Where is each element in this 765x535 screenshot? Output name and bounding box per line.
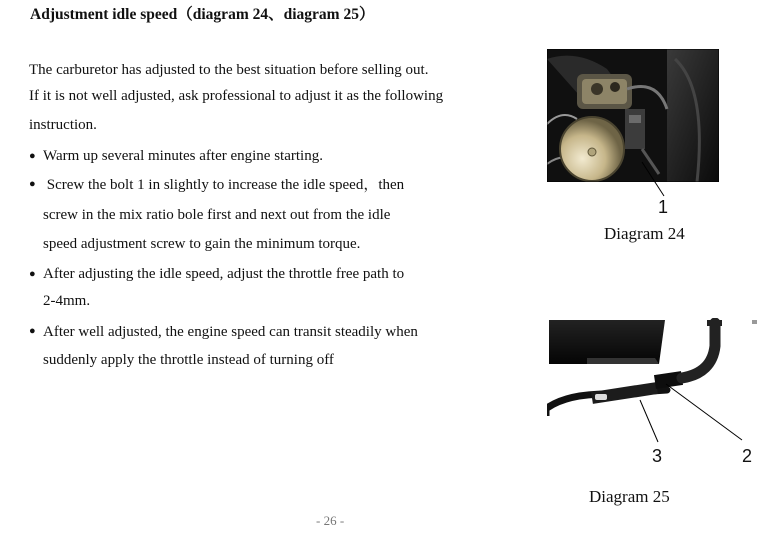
intro-line: The carburetor has adjusted to the best situation before selling out. [29,62,429,78]
callout-2: 2 [742,446,753,466]
bullet-line: After adjusting the idle speed, adjust the throttle free path to [43,265,405,282]
bullet-line: 2-4mm. [43,292,91,309]
callout-1: 1 [658,197,669,217]
bullet-item [29,261,474,315]
bullet-item [29,171,474,260]
instruction-body [29,57,474,374]
intro-line: instruction. [29,117,97,133]
bullet-dot: ● [29,267,36,280]
diagram25-caption: Diagram 25 [589,487,670,506]
bullet-line: Warm up several minutes after engine starting. [43,148,323,164]
intro-line: If it is not well adjusted, ask professional to adjust it as the following [29,88,444,104]
page-number: - 26 - [316,513,345,528]
diagram24-caption: Diagram 24 [604,224,685,243]
bullet-item [29,318,474,374]
carburetor-photo [547,49,719,182]
bullet-dot: ● [29,150,36,162]
intro-paragraph [29,57,474,141]
bullet-item [29,143,474,169]
callout-3: 3 [652,446,663,466]
bullet-line: screw in the mix ratio bole first and next out from the idle [43,206,391,223]
bullet-dot: ● [29,324,36,337]
section-heading: Adjustment idle speed（diagram 24、diagram 25） [30,6,375,23]
diagram25-leader-lines [630,380,760,450]
bullet-line: Screw the bolt 1 in slightly to increase the idle speed，then [43,177,405,193]
diagram24-leader-line [640,160,670,200]
bullet-line: After well adjusted, the engine speed can transit steadily when [43,323,418,340]
bullet-line: speed adjustment screw to gain the minimum torque. [43,236,361,252]
bullet-dot: ● [29,178,36,190]
bullet-line: suddenly apply the throttle instead of turning off [43,351,334,368]
